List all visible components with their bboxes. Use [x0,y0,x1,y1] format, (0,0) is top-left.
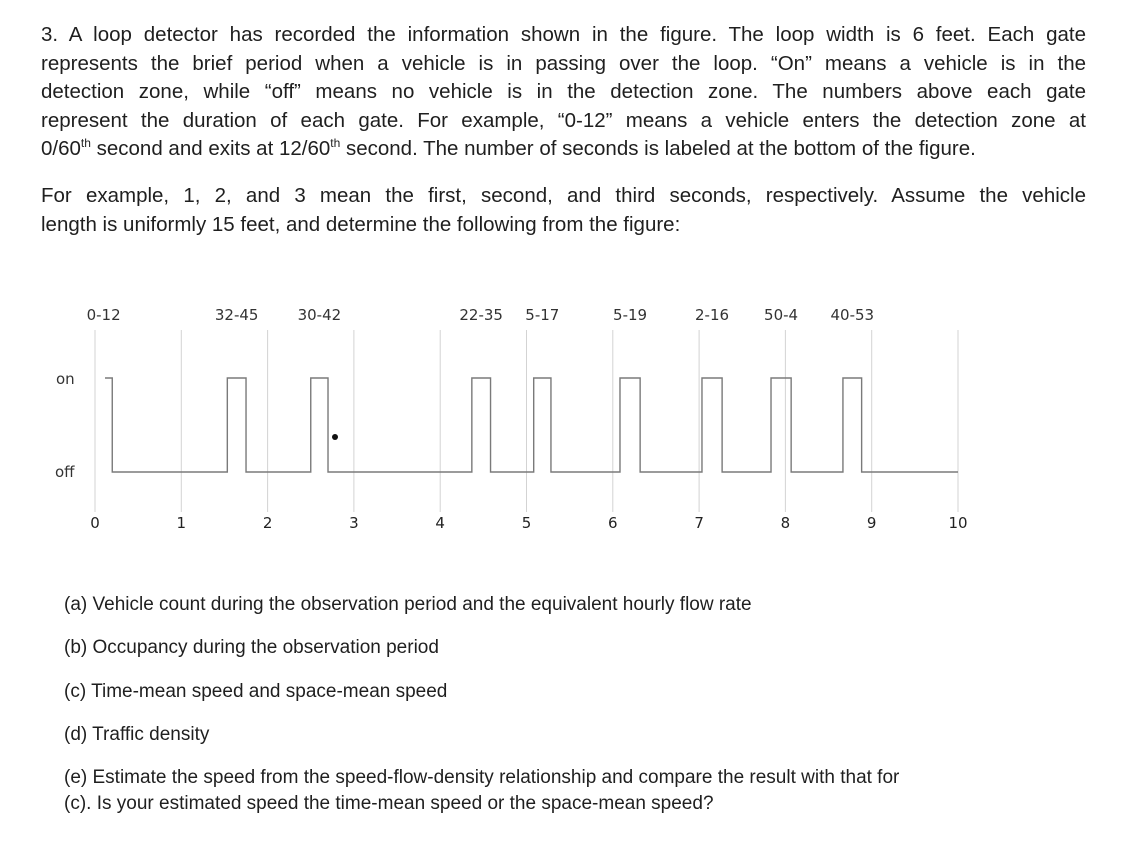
gate-label: 2-16 [695,306,730,324]
superscript: th [330,136,341,151]
gate-label: 30-42 [297,306,342,324]
question-c: (c) Time-mean speed and space-mean speed [64,681,448,702]
second-tick-label: 4 [435,514,445,532]
gate-label: 0-12 [86,306,121,324]
gate-label: 32-45 [214,306,259,324]
second-tick-label: 3 [349,514,359,532]
intro-last-a: 0/60 [41,137,81,160]
intro-line: 3. A loop detector has recorded the information shown in the figure. The loop width is 6 feet. Each gate [41,23,1086,46]
gate-label: 40-53 [830,306,875,324]
gate-label: 50-4 [764,306,799,324]
intro-line-last [41,135,1086,164]
problem-intro [41,21,1086,164]
question-b: (b) Occupancy during the observation period [64,637,439,658]
second-tick-label: 10 [948,514,968,532]
gate-label: 22-35 [459,306,503,324]
second-tick-label: 1 [176,514,187,532]
superscript: th [80,136,91,151]
question-e-cont: (c). Is your estimated speed the time-mean speed or the space-mean speed? [64,793,714,814]
loop-detector-figure [0,290,1143,550]
second-tick-label: 5 [521,514,532,532]
intro-last-c: second. The number of seconds is labeled at the bottom of the figure. [340,137,976,160]
second-tick-label: 8 [780,514,791,532]
example-line: length is uniformly 15 feet, and determine the following from the figure: [41,212,681,236]
gate-labels [87,306,874,324]
example-line: For example, 1, 2, and 3 mean the first, second, and third seconds, respectively. Assume the vehicle [41,184,1086,207]
detector-waveform [105,378,958,472]
question-e: (e) Estimate the speed from the speed-flow-density relationship and compare the result with that for [64,767,900,788]
second-tick-label: 0 [90,514,100,532]
intro-line: detection zone, while “off” means no vehicle is in the detection zone. The numbers above each gate [41,80,1086,103]
on-label: on [56,370,75,388]
off-label: off [55,463,75,481]
intro-last-b: second and exits at 12/60 [90,137,331,160]
second-tick-label: 9 [866,514,877,532]
second-gridlines [95,330,958,512]
marker-dot [332,434,338,440]
second-tick-label: 6 [608,514,618,532]
second-tick-label: 7 [694,514,704,532]
second-tick-label: 2 [262,514,273,532]
second-tick-labels [90,514,967,532]
intro-line: represents the brief period when a vehicle is in passing over the loop. “On” means a vehicle is in the [41,51,1086,75]
problem-example [41,182,1086,239]
gate-label: 5-17 [525,306,560,324]
question-d: (d) Traffic density [64,724,210,745]
gate-label: 5-19 [613,306,648,324]
question-a: (a) Vehicle count during the observation period and the equivalent hourly flow rate [64,594,752,615]
intro-line: represent the duration of each gate. For example, “0-12” means a vehicle enters the detection zone at [41,108,1086,132]
